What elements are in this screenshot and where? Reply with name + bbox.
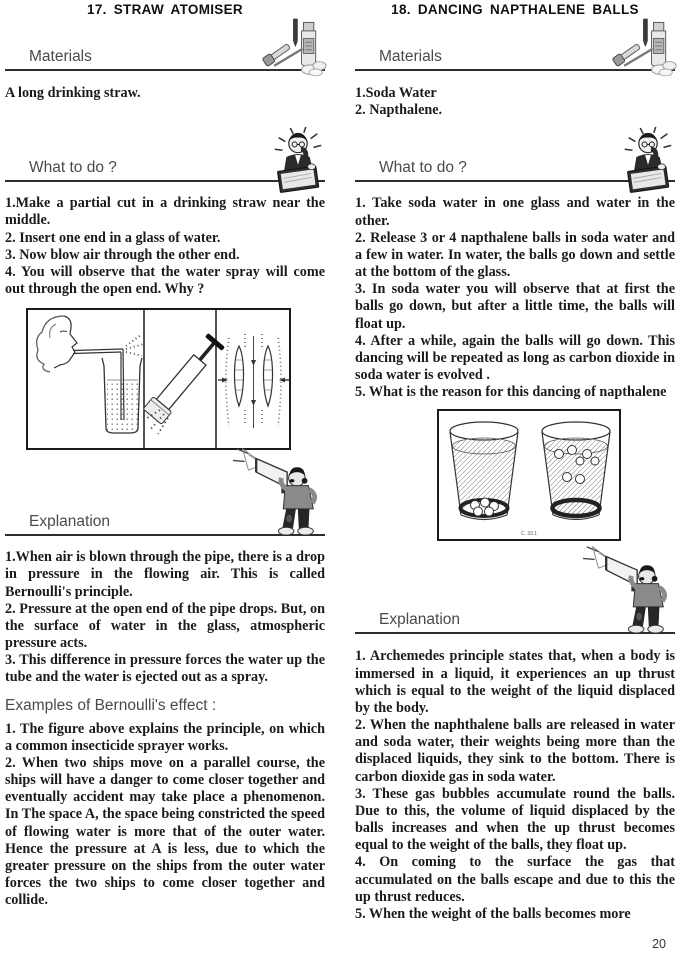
atomiser-figure: [26, 308, 291, 450]
materials-section-header-right: [355, 48, 675, 71]
thinking-man-icon: [267, 122, 329, 194]
what-to-do-heading-left: What to do ?: [29, 159, 117, 177]
figure-caption: C. 33.1: [520, 531, 538, 538]
materials-section-header-left: [5, 48, 325, 71]
what-to-do-heading-right: What to do ?: [379, 159, 467, 177]
explanation-item: 3. These gas bubbles accumulate round the balls. Due to this, the volume of liquid displaced by the balls increases and when the up thrust becomes equal to the weight of the balls, they float up.: [355, 785, 675, 854]
experiment-17-title: 17. STRAW ATOMISER: [87, 2, 243, 17]
explanation-heading-right: Explanation: [379, 611, 461, 629]
materials-heading-left: Materials: [29, 48, 92, 65]
explanation-item: 2. When the naphthalene balls are released in water and soda water, their weights being more than the displaced liquids, they sink to the bottom. There is carbon dioxide gas in soda water.: [355, 717, 675, 785]
explanation-steps-left: [5, 549, 325, 686]
explanation-item: 2. Pressure at the open end of the pipe drops. But, on the surface of water in the glass, atmospheric pressure acts.: [5, 600, 325, 652]
experiment-18-title: 18. DANCING NAPTHALENE BALLS: [391, 2, 639, 17]
explanation-item: 3. This difference in pressure forces the water up the tube and the water is ejected out as a spray.: [5, 652, 325, 686]
step: 4. You will observe that the water spray will come out through the open end. Why ?: [5, 263, 325, 298]
thinking-man-icon: [617, 122, 679, 194]
materials-list-right: [355, 85, 675, 119]
explanation-item: 1. Archemedes principle states that, when a body is immersed in a liquid, it experiences an up thrust which is equal to the weight of the liquid displaced by the body.: [355, 648, 675, 716]
materials-item: 1.Soda Water: [355, 85, 437, 101]
column-experiment-18: [355, 2, 675, 970]
examples-paragraphs: [5, 721, 325, 910]
column-experiment-17: [5, 2, 325, 970]
what-to-do-section-header-left: [5, 159, 325, 182]
step: 2. Release 3 or 4 napthalene balls in soda water and a few in water. In water, the balls go down and settle at the bottom of the glass.: [355, 229, 675, 281]
explanation-item: 5. When the weight of the balls becomes more: [355, 905, 631, 922]
what-to-do-steps-right: [355, 195, 675, 401]
napthalene-glasses-figure: [437, 409, 621, 541]
step: 4. After a while, again the balls will go down. This dancing will be repeated as long as carbon dioxide in soda water is evolved .: [355, 332, 675, 384]
example-item: 2. When two ships move on a parallel course, the ships will have a danger to come closer together and eventually accident may take place a phenomenon. In The space A, the space being constricted the speed of flowing water is more that of the outer water. Hence the pressure at A is less, due to which the greater pressure on the ships from the outer water forces the two ships to come closer together and collide.: [5, 754, 325, 909]
materials-heading-right: Materials: [379, 48, 442, 65]
materials-supplies-icon: [611, 15, 677, 77]
materials-supplies-icon: [261, 15, 327, 77]
megaphone-man-icon: [581, 539, 673, 636]
examples-heading: Examples of Bernoulli's effect :: [5, 696, 217, 714]
explanation-item: 1.When air is blown through the pipe, there is a drop in pressure in the flowing air. This is called Bernoulli's principle.: [5, 549, 325, 600]
explanation-item: 4. On coming to the surface the gas that accumulated on the balls escape and due to this the up thrust reduces.: [355, 854, 675, 905]
explanation-section-header-left: [5, 513, 325, 536]
materials-item: A long drinking straw.: [5, 85, 141, 101]
step: 3. In soda water you will observe that at first the balls go down, but after a little time, the balls will float up.: [355, 281, 675, 332]
materials-item: 2. Napthalene.: [355, 102, 443, 119]
explanation-steps-right: [355, 648, 675, 923]
what-to-do-steps-left: [5, 195, 325, 298]
megaphone-man-icon: [231, 441, 323, 538]
step: 5. What is the reason for this dancing of napthalene: [355, 384, 667, 401]
page-number: 20: [652, 937, 666, 951]
materials-list-left: [5, 85, 325, 102]
example-item: 1. The figure above explains the principle, on which a common insecticide sprayer works.: [5, 720, 325, 754]
explanation-section-header-right: [355, 611, 675, 634]
explanation-heading-left: Explanation: [29, 513, 111, 531]
step: 1.Make a partial cut in a drinking straw near the middle.: [5, 195, 325, 229]
step: 3. Now blow air through the other end.: [5, 246, 240, 263]
what-to-do-section-header-right: [355, 159, 675, 182]
step: 2. Insert one end in a glass of water.: [5, 229, 221, 246]
step: 1. Take soda water in one glass and water in the other.: [355, 195, 675, 229]
